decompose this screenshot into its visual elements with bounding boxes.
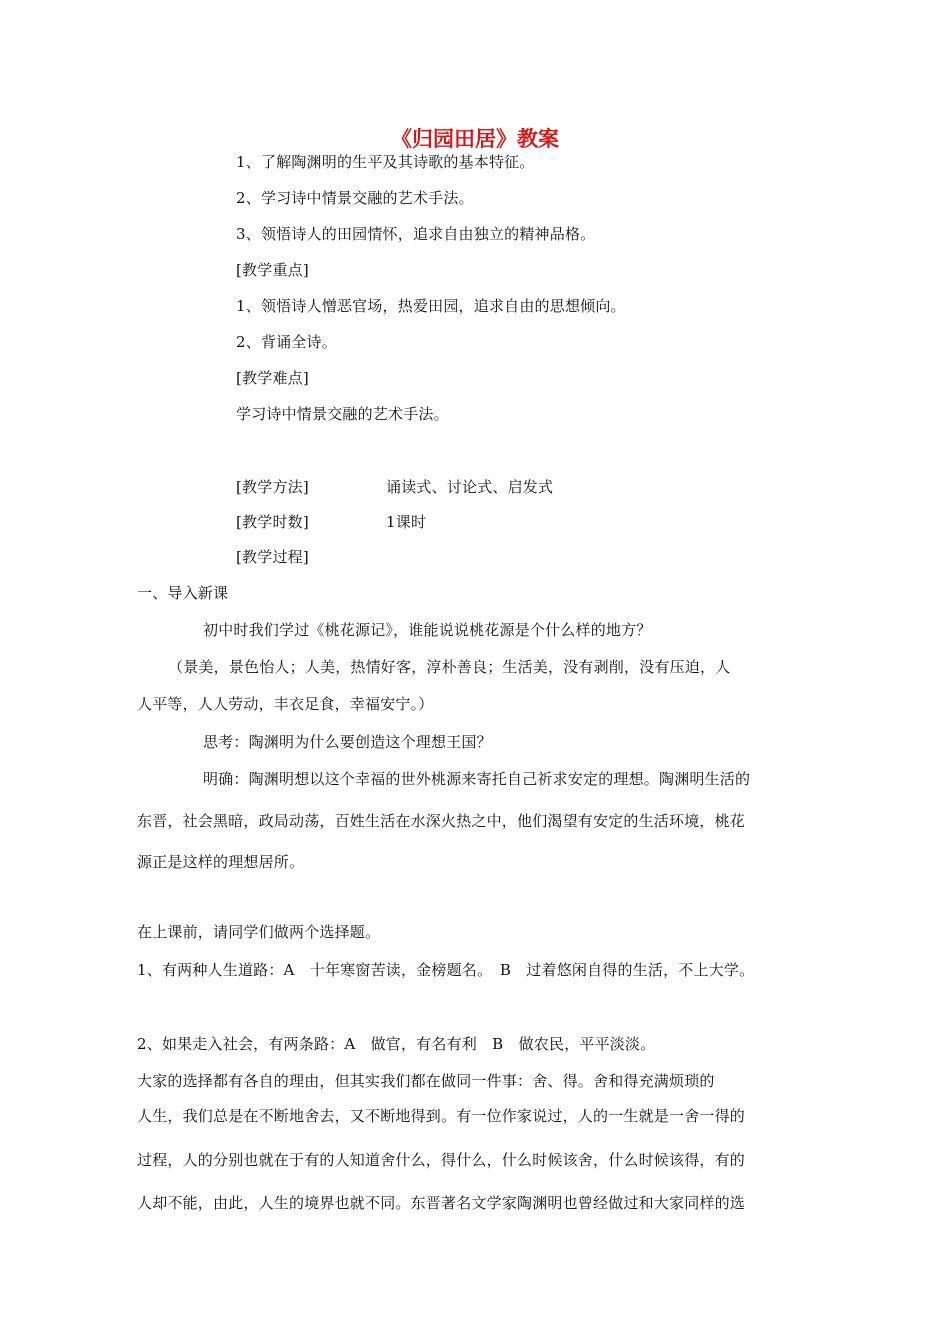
body-line: 过程，人的分别也就在于有的人知道舍什么，得什么，什么时候该舍，什么时候该得，有的 — [137, 1151, 746, 1169]
process-heading: [教学过程] — [236, 548, 309, 566]
focus-item: 1、领悟诗人憎恶官场，热爱田园，追求自由的思想倾向。 — [236, 297, 626, 315]
hours-row — [236, 512, 426, 532]
difficulty-text: 学习诗中情景交融的艺术手法。 — [236, 405, 449, 423]
body-line: 源正是这样的理想居所。 — [137, 853, 305, 871]
hours-label: [教学时数] — [236, 513, 309, 531]
choice-line: 1、有两种人生道路：A 十年寒窗苦读，金榜题名。 B 过着悠闲自得的生活，不上大学。 — [137, 961, 755, 979]
body-line: 明确：陶渊明想以这个幸福的世外桃源来寄托自己祈求安定的理想。陶渊明生活的 — [203, 770, 751, 788]
body-line: 大家的选择都有各自的理由，但其实我们都在做同一件事：舍、得。舍和得充满烦琐的 — [137, 1072, 715, 1090]
body-line: 在上课前，请同学们做两个选择题。 — [137, 923, 381, 941]
hours-value: 1课时 — [386, 513, 427, 531]
choice-line: 2、如果走入社会，有两条路：A 做官，有名有利 B 做农民，平平淡淡。 — [137, 1035, 656, 1053]
body-line: 初中时我们学过《桃花源记》，谁能说说桃花源是个什么样的地方？ — [203, 621, 652, 639]
method-value: 诵读式、讨论式、启发式 — [386, 478, 554, 496]
focus-item: 2、背诵全诗。 — [236, 333, 337, 351]
objective-item: 3、领悟诗人的田园情怀，追求自由独立的精神品格。 — [236, 225, 596, 243]
objective-item: 1、了解陶渊明的生平及其诗歌的基本特征。 — [236, 153, 535, 171]
body-line: 人生，我们总是在不断地舍去，又不断地得到。有一位作家说过，人的一生就是一舍一得的 — [137, 1107, 746, 1125]
body-line: 思考：陶渊明为什么要创造这个理想王国？ — [203, 733, 492, 751]
method-label: [教学方法] — [236, 478, 309, 496]
section-heading: 一、导入新课 — [137, 584, 229, 602]
body-line: （景美，景色怡人；人美，热情好客，淳朴善良；生活美，没有剥削，没有压迫，人 — [168, 658, 731, 676]
body-line: 东晋，社会黑暗，政局动荡，百姓生活在水深火热之中，他们渴望有安定的生活环境，桃花 — [137, 812, 746, 830]
difficulty-heading: [教学难点] — [236, 369, 309, 387]
method-row — [236, 477, 553, 497]
objective-item: 2、学习诗中情景交融的艺术手法。 — [236, 189, 474, 207]
focus-heading: [教学重点] — [236, 261, 309, 279]
document-title: 《归园田居》教案 — [391, 127, 559, 151]
body-line: 人平等，人人劳动，丰衣足食，幸福安宁。） — [137, 695, 434, 713]
body-line: 人却不能，由此，人生的境界也就不同。东晋著名文学家陶渊明也曾经做过和大家同样的选 — [137, 1194, 746, 1212]
